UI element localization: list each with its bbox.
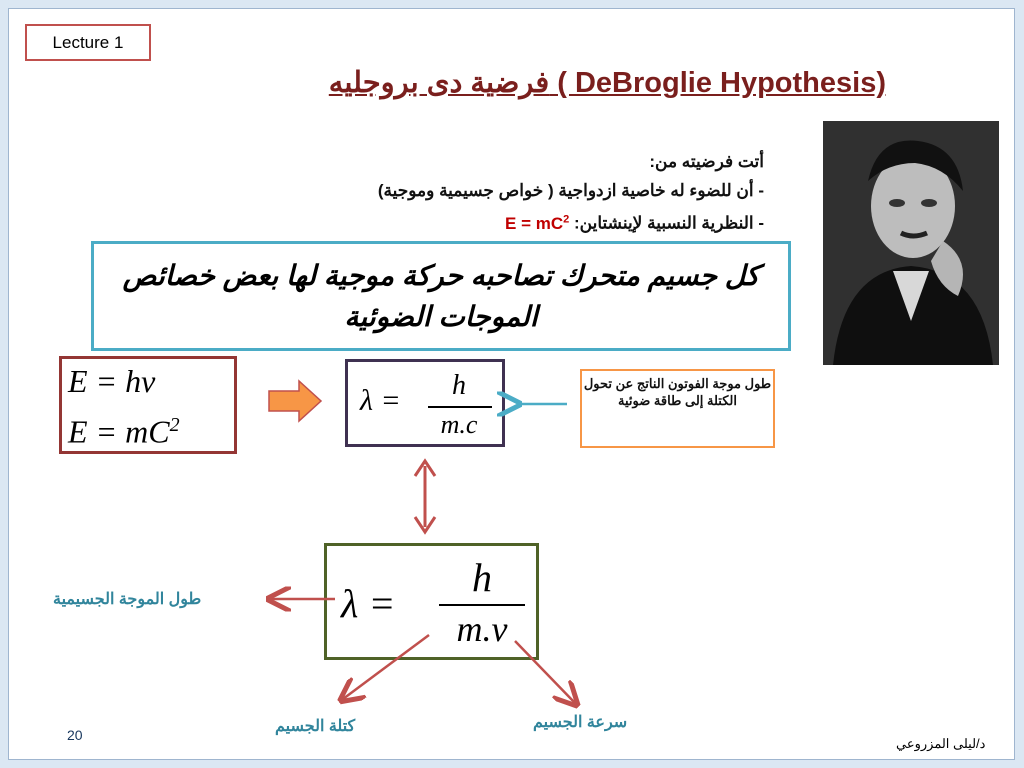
relativity-formula: $E = mC^2$ <box>505 213 570 233</box>
debroglie-statement: كل جسيم متحرك تصاحبه حركة موجية لها بعض خصائص الموجات الضوئية <box>91 241 791 351</box>
lecture-label: Lecture 1 <box>52 32 124 52</box>
photon-formula-denominator: m.c <box>440 410 478 439</box>
photon-formula-numerator: h <box>452 370 466 401</box>
connector-arrows <box>9 9 1014 759</box>
equation-planck: E = hν <box>68 363 156 399</box>
label-particle-mass: كتلة الجسيم <box>275 718 356 735</box>
particle-formula-numerator: h <box>472 555 492 600</box>
relativity-text: - النظرية النسبية لإينشتاين: <box>574 213 764 233</box>
particle-formula-denominator: m.v <box>456 609 508 649</box>
author-name: د/ليلى المزروعي <box>896 736 986 751</box>
label-particle-velocity: سرعة الجسيم <box>533 714 628 731</box>
photon-wavelength-note: طول موجة الفوتون الناتج عن تحول الكتلة إلى طاقة ضوئية <box>580 369 775 448</box>
page-number: 20 <box>67 727 83 743</box>
slide-title: فرضية دى بروجليه ( DeBroglie Hypothesis) <box>328 67 886 99</box>
intro-heading: أتت فرضيته من: <box>649 152 764 171</box>
slide <box>8 8 1015 760</box>
velocity-label-arrow <box>515 641 575 703</box>
label-particle-wavelength: طول الموجة الجسيمية <box>53 591 202 608</box>
equation-einstein: $E = mC^2$ <box>68 413 180 450</box>
photon-formula-lhs: λ = <box>360 384 401 417</box>
mass-label-arrow <box>343 635 429 699</box>
particle-formula-lhs: λ = <box>341 581 396 626</box>
intro-point-duality: - أن للضوء له خاصية ازدواجية ( خواص جسيمية وموجية) <box>377 181 764 200</box>
